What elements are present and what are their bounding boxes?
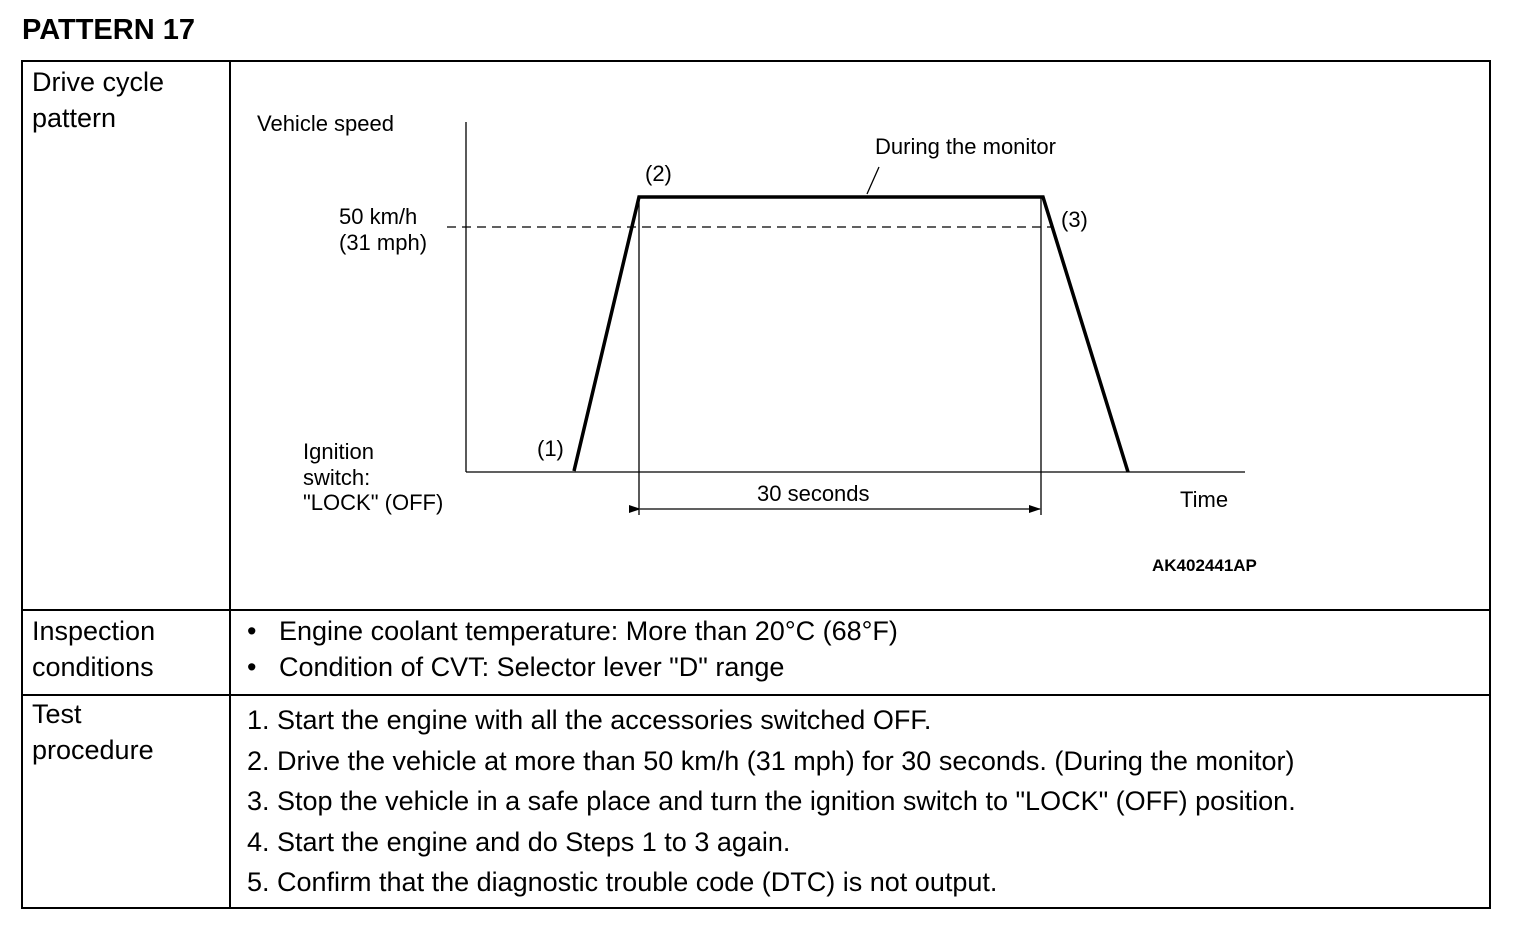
inspection-label-line2: conditions — [32, 652, 154, 682]
list-item: 3. Stop the vehicle in a safe place and turn the ignition switch to "LOCK" (OFF) position. — [247, 786, 1296, 816]
drive-cycle-label-line1: Drive cycle — [32, 67, 165, 97]
test-procedure-label-line2: procedure — [32, 735, 154, 765]
point-2-label: (2) — [645, 161, 672, 186]
condition-text: Engine coolant temperature: More than 20°C (68°F) — [279, 616, 898, 646]
ignition-label-line1: Ignition — [303, 439, 374, 464]
list-item: 1. Start the engine with all the accessories switched OFF. — [247, 705, 932, 735]
list-item: 5. Confirm that the diagnostic trouble code (DTC) is not output. — [247, 867, 998, 897]
y-axis-label: Vehicle speed — [257, 111, 394, 136]
duration-label: 30 seconds — [757, 481, 870, 506]
speed-label-line1: 50 km/h — [339, 204, 418, 229]
monitor-leader-line — [867, 167, 879, 194]
ignition-label-line2: switch: — [303, 465, 371, 490]
speed-label-line2: (31 mph) — [339, 230, 428, 255]
test-procedure-label-line1: Test — [32, 699, 82, 729]
inspection-label-line1: Inspection — [32, 616, 156, 646]
drive-cycle-label-line2: pattern — [32, 103, 117, 133]
point-1-label: (1) — [537, 436, 564, 461]
bullet-icon: • — [247, 616, 257, 646]
bullet-icon: • — [247, 652, 257, 682]
monitor-label: During the monitor — [875, 134, 1056, 159]
speed-profile-line — [574, 197, 1128, 472]
page-title: PATTERN 17 — [22, 14, 195, 46]
figure-code: AK402441AP — [1152, 556, 1257, 575]
point-3-label: (3) — [1061, 207, 1088, 232]
x-axis-label: Time — [1180, 487, 1229, 512]
list-item: 4. Start the engine and do Steps 1 to 3 again. — [247, 826, 791, 857]
ignition-label-line3: "LOCK" (OFF) — [303, 490, 444, 515]
condition-text: Condition of CVT: Selector lever "D" range — [279, 652, 785, 682]
list-item: 2. Drive the vehicle at more than 50 km/h (31 mph) for 30 seconds. (During the monitor) — [247, 745, 1295, 776]
